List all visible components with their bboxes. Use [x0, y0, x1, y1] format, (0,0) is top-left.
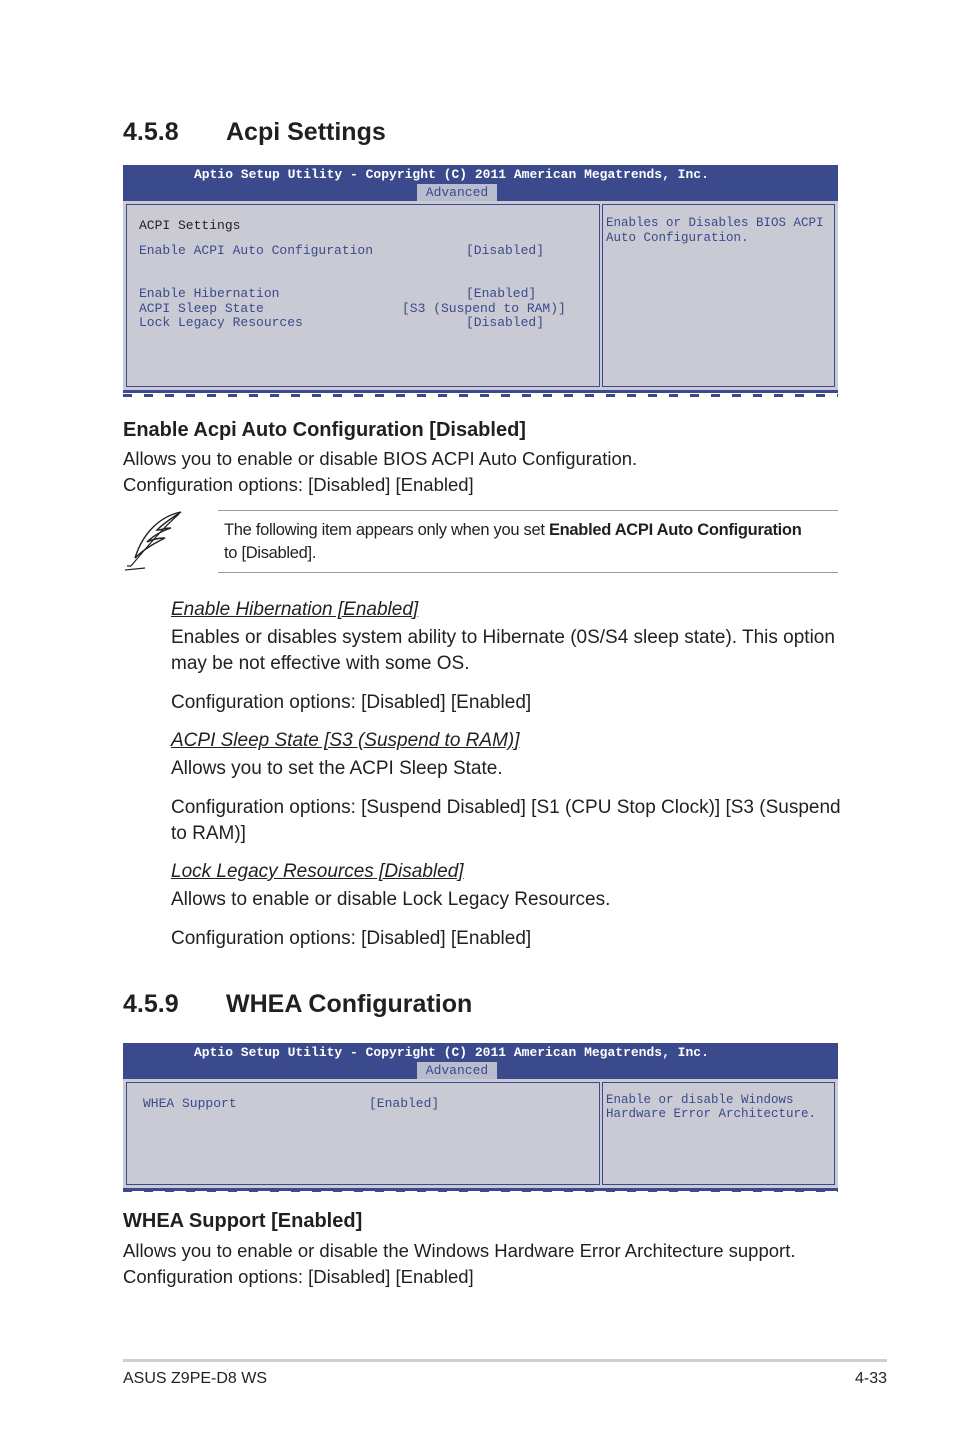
bios-tab-advanced[interactable]: Advanced — [417, 1062, 497, 1080]
bios-header-title: Aptio Setup Utility - Copyright (C) 2011 American Megatrends, Inc. — [194, 167, 709, 182]
note-bold: Enabled ACPI Auto Configuration — [548, 521, 802, 539]
section-name: Acpi Settings — [226, 118, 386, 146]
option-config-sleep-state: Configuration options: [Suspend Disabled] [S1 (CPU Stop Clock)] [S3 (Suspend to RAM)] — [171, 797, 841, 844]
bios-tab-advanced[interactable]: Advanced — [417, 184, 497, 202]
bios-help-panel — [602, 204, 835, 387]
footer-page-number: 4-33 — [854, 1370, 887, 1387]
bios-dashed-border — [123, 1189, 838, 1192]
bios-help-line-1: Enable or disable Windows — [606, 1093, 794, 1107]
bios-dashed-border — [123, 394, 838, 397]
bios-item-acpi-auto-config-value[interactable]: [Disabled] — [466, 243, 545, 258]
option-title-hibernation: Enable Hibernation [Enabled] — [171, 599, 419, 620]
note-suffix: to [Disabled]. — [224, 544, 317, 562]
option-desc-hibernation: Enables or disables system ability to Hibernate (0S/S4 sleep state). This option may be not effective with some OS. — [171, 627, 835, 674]
bios-item-sleep-state-label[interactable]: ACPI Sleep State — [139, 301, 264, 316]
subsection-line-1: Allows you to enable or disable BIOS ACPI Auto Configuration. — [123, 448, 638, 469]
bios-header-bar — [123, 1043, 838, 1079]
option-title-sleep-state: ACPI Sleep State [S3 (Suspend to RAM)] — [171, 730, 520, 751]
bios-screen-acpi — [123, 201, 838, 393]
note-bottom-rule — [218, 572, 838, 573]
bios-item-sleep-state-value[interactable]: [S3 (Suspend to RAM)] — [402, 301, 566, 316]
bios-header-bar — [123, 165, 838, 201]
bios-item-lock-legacy-label[interactable]: Lock Legacy Resources — [139, 315, 303, 330]
section-number: 4.5.9 — [123, 990, 179, 1018]
note-text — [224, 519, 844, 565]
bios-item-hibernation-value[interactable]: [Enabled] — [466, 286, 537, 301]
subsection-line-1: Allows you to enable or disable the Windows Hardware Error Architecture support. — [123, 1240, 796, 1261]
bios-help-line-2: Auto Configuration. — [606, 231, 749, 245]
bios-header-title: Aptio Setup Utility - Copyright (C) 2011 American Megatrends, Inc. — [194, 1045, 709, 1060]
bios-help-line-2: Hardware Error Architecture. — [606, 1107, 817, 1121]
footer-rule — [123, 1359, 887, 1362]
note-prefix: The following item appears only when you set — [224, 521, 549, 539]
bios-item-whea-support-label[interactable]: WHEA Support — [143, 1096, 237, 1111]
bios-item-hibernation-label[interactable]: Enable Hibernation — [139, 286, 280, 301]
option-desc-lock-legacy: Allows to enable or disable Lock Legacy Resources. — [171, 889, 611, 910]
bios-help-line-1: Enables or Disables BIOS ACPI — [606, 216, 824, 230]
option-config-hibernation: Configuration options: [Disabled] [Enabled] — [171, 692, 532, 713]
section-name: WHEA Configuration — [226, 990, 473, 1018]
bios-item-acpi-auto-config-label[interactable]: Enable ACPI Auto Configuration — [139, 243, 374, 258]
footer-product-name: ASUS Z9PE-D8 WS — [123, 1370, 268, 1387]
bios-help-panel — [602, 1082, 835, 1185]
note-top-rule — [218, 510, 838, 511]
option-desc-sleep-state: Allows you to set the ACPI Sleep State. — [171, 758, 503, 779]
subsection-line-2: Configuration options: [Disabled] [Enabled] — [123, 474, 474, 495]
bios-settings-panel — [126, 204, 600, 387]
subsection-title: Enable Acpi Auto Configuration [Disabled] — [123, 419, 526, 441]
section-number: 4.5.8 — [123, 118, 179, 146]
bios-screen-whea — [123, 1079, 838, 1191]
bios-item-whea-support-value[interactable]: [Enabled] — [369, 1096, 440, 1111]
bios-item-lock-legacy-value[interactable]: [Disabled] — [466, 315, 545, 330]
option-config-lock-legacy: Configuration options: [Disabled] [Enabled] — [171, 928, 532, 949]
subsection-line-2: Configuration options: [Disabled] [Enabled] — [123, 1266, 474, 1287]
bios-panel-heading: ACPI Settings — [139, 218, 241, 233]
feather-note-icon — [121, 508, 187, 574]
section-title-whea — [0, 990, 954, 1024]
section-title-acpi — [0, 118, 954, 152]
subsection-title: WHEA Support [Enabled] — [123, 1210, 363, 1232]
option-title-lock-legacy: Lock Legacy Resources [Disabled] — [171, 861, 464, 882]
bios-settings-panel — [126, 1082, 600, 1185]
